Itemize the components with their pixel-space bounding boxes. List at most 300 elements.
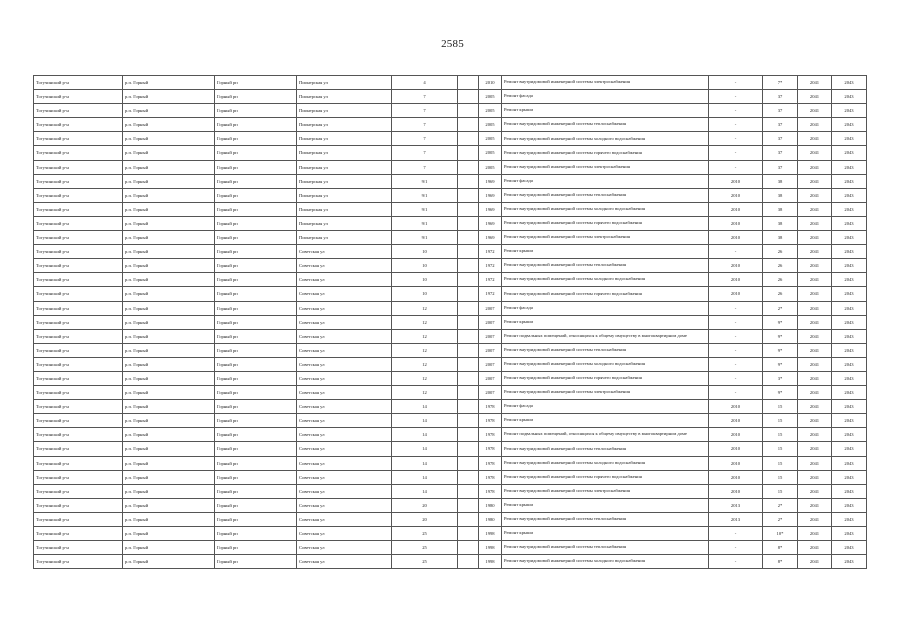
cell-last-repair-year: 2010 <box>709 188 763 202</box>
cell-district: Тогучинский р-н <box>34 188 123 202</box>
cell-plan-start-year: 2041 <box>798 329 832 343</box>
cell-building-letter <box>458 456 479 470</box>
cell-wear-percent: 37 <box>763 132 798 146</box>
cell-wear-percent: 2* <box>763 301 798 315</box>
cell-settlement: р.п. Горный <box>123 498 215 512</box>
cell-house-number: 14 <box>392 428 458 442</box>
cell-wear-percent: 37 <box>763 146 798 160</box>
cell-year-built: 1978 <box>479 414 502 428</box>
cell-street: Советская ул <box>297 259 392 273</box>
table-row <box>34 287 867 301</box>
cell-plan-end-year: 2043 <box>832 442 867 456</box>
cell-district: Тогучинский р-н <box>34 414 123 428</box>
cell-year-built: 2005 <box>479 146 502 160</box>
cell-plan-start-year: 2041 <box>798 428 832 442</box>
cell-settlement: р.п. Горный <box>123 414 215 428</box>
cell-work-type: Ремонт внутридомовой инженерной системы горячего водоснабжения <box>502 371 709 385</box>
cell-wear-percent: 15 <box>763 400 798 414</box>
cell-building-letter <box>458 231 479 245</box>
cell-last-repair-year: 2010 <box>709 259 763 273</box>
cell-district: Тогучинский р-н <box>34 456 123 470</box>
cell-year-built: 2005 <box>479 132 502 146</box>
table-row <box>34 301 867 315</box>
cell-house-number: 14 <box>392 414 458 428</box>
cell-street: Советская ул <box>297 400 392 414</box>
cell-settlement: р.п. Горный <box>123 90 215 104</box>
page-number: 2585 <box>441 38 464 50</box>
cell-last-repair-year: 2010 <box>709 428 763 442</box>
cell-work-type: Ремонт внутридомовой инженерной системы горячего водоснабжения <box>502 216 709 230</box>
cell-building-letter <box>458 174 479 188</box>
cell-wear-percent: 38 <box>763 231 798 245</box>
cell-house-number: 9/1 <box>392 202 458 216</box>
cell-plan-end-year: 2043 <box>832 357 867 371</box>
cell-plan-start-year: 2041 <box>798 287 832 301</box>
cell-district: Тогучинский р-н <box>34 216 123 230</box>
cell-work-type: Ремонт внутридомовой инженерной системы электроснабжения <box>502 386 709 400</box>
cell-plan-start-year: 2041 <box>798 315 832 329</box>
table-row <box>34 90 867 104</box>
cell-plan-end-year: 2043 <box>832 146 867 160</box>
table-row <box>34 442 867 456</box>
cell-wear-percent: 8* <box>763 541 798 555</box>
cell-wear-percent: 37 <box>763 118 798 132</box>
cell-house-number: 10 <box>392 273 458 287</box>
cell-settlement: р.п. Горный <box>123 428 215 442</box>
cell-locality: Горный рп <box>215 442 297 456</box>
cell-settlement: р.п. Горный <box>123 202 215 216</box>
cell-year-built: 2010 <box>479 76 502 90</box>
cell-year-built: 1998 <box>479 555 502 569</box>
cell-locality: Горный рп <box>215 555 297 569</box>
cell-wear-percent: 15 <box>763 428 798 442</box>
cell-locality: Горный рп <box>215 259 297 273</box>
cell-wear-percent: 10* <box>763 527 798 541</box>
cell-work-type: Ремонт подвальных помещений, относящихся к общему имуществу в многоквартирном доме <box>502 428 709 442</box>
cell-building-letter <box>458 555 479 569</box>
cell-plan-start-year: 2041 <box>798 76 832 90</box>
table-row <box>34 146 867 160</box>
cell-house-number: 10 <box>392 287 458 301</box>
cell-year-built: 1972 <box>479 273 502 287</box>
cell-year-built: 1998 <box>479 541 502 555</box>
cell-work-type: Ремонт фасада <box>502 400 709 414</box>
cell-locality: Горный рп <box>215 357 297 371</box>
cell-plan-end-year: 2043 <box>832 76 867 90</box>
cell-plan-end-year: 2043 <box>832 428 867 442</box>
cell-plan-end-year: 2043 <box>832 301 867 315</box>
cell-plan-end-year: 2043 <box>832 132 867 146</box>
cell-work-type: Ремонт внутридомовой инженерной системы холодного водоснабжения <box>502 132 709 146</box>
cell-building-letter <box>458 386 479 400</box>
cell-district: Тогучинский р-н <box>34 315 123 329</box>
cell-year-built: 2005 <box>479 160 502 174</box>
cell-last-repair-year: 2010 <box>709 273 763 287</box>
cell-wear-percent: 37 <box>763 160 798 174</box>
cell-house-number: 12 <box>392 315 458 329</box>
cell-district: Тогучинский р-н <box>34 512 123 526</box>
cell-work-type: Ремонт крыши <box>502 498 709 512</box>
cell-plan-start-year: 2041 <box>798 245 832 259</box>
table-row <box>34 245 867 259</box>
cell-building-letter <box>458 273 479 287</box>
cell-building-letter <box>458 118 479 132</box>
cell-street: Пионерская ул <box>297 174 392 188</box>
cell-wear-percent: 9* <box>763 329 798 343</box>
cell-house-number: 9/1 <box>392 188 458 202</box>
cell-wear-percent: 37 <box>763 90 798 104</box>
cell-plan-start-year: 2041 <box>798 400 832 414</box>
cell-plan-end-year: 2043 <box>832 484 867 498</box>
cell-district: Тогучинский р-н <box>34 104 123 118</box>
cell-district: Тогучинский р-н <box>34 343 123 357</box>
cell-wear-percent: 15 <box>763 470 798 484</box>
cell-wear-percent: 7* <box>763 76 798 90</box>
cell-locality: Горный рп <box>215 527 297 541</box>
table-row <box>34 216 867 230</box>
cell-locality: Горный рп <box>215 160 297 174</box>
cell-wear-percent: 2* <box>763 512 798 526</box>
cell-house-number: 7 <box>392 132 458 146</box>
cell-wear-percent: 15 <box>763 456 798 470</box>
cell-house-number: 14 <box>392 456 458 470</box>
cell-wear-percent: 26 <box>763 287 798 301</box>
cell-work-type: Ремонт внутридомовой инженерной системы теплоснабжения <box>502 118 709 132</box>
cell-street: Пионерская ул <box>297 216 392 230</box>
table-row <box>34 357 867 371</box>
table-row <box>34 160 867 174</box>
cell-plan-end-year: 2043 <box>832 188 867 202</box>
cell-district: Тогучинский р-н <box>34 541 123 555</box>
cell-locality: Горный рп <box>215 202 297 216</box>
cell-year-built: 1972 <box>479 287 502 301</box>
cell-district: Тогучинский р-н <box>34 329 123 343</box>
cell-street: Пионерская ул <box>297 90 392 104</box>
cell-work-type: Ремонт фасада <box>502 301 709 315</box>
cell-locality: Горный рп <box>215 174 297 188</box>
cell-wear-percent: 9* <box>763 343 798 357</box>
cell-district: Тогучинский р-н <box>34 555 123 569</box>
cell-house-number: 12 <box>392 371 458 385</box>
cell-wear-percent: 38 <box>763 188 798 202</box>
cell-settlement: р.п. Горный <box>123 118 215 132</box>
cell-building-letter <box>458 512 479 526</box>
cell-settlement: р.п. Горный <box>123 216 215 230</box>
cell-work-type: Ремонт внутридомовой инженерной системы горячего водоснабжения <box>502 146 709 160</box>
cell-year-built: 1978 <box>479 456 502 470</box>
cell-building-letter <box>458 357 479 371</box>
cell-district: Тогучинский р-н <box>34 202 123 216</box>
cell-year-built: 2005 <box>479 104 502 118</box>
cell-year-built: 2007 <box>479 329 502 343</box>
cell-work-type: Ремонт внутридомовой инженерной системы теплоснабжения <box>502 442 709 456</box>
cell-work-type: Ремонт крыши <box>502 315 709 329</box>
table-row <box>34 484 867 498</box>
cell-wear-percent: 26 <box>763 245 798 259</box>
cell-settlement: р.п. Горный <box>123 146 215 160</box>
cell-settlement: р.п. Горный <box>123 273 215 287</box>
cell-work-type: Ремонт фасада <box>502 90 709 104</box>
cell-wear-percent: 37 <box>763 104 798 118</box>
cell-plan-start-year: 2041 <box>798 555 832 569</box>
cell-year-built: 1969 <box>479 202 502 216</box>
cell-last-repair-year: - <box>709 329 763 343</box>
cell-plan-start-year: 2041 <box>798 512 832 526</box>
cell-street: Советская ул <box>297 245 392 259</box>
cell-last-repair-year: 2010 <box>709 231 763 245</box>
table-row <box>34 329 867 343</box>
cell-house-number: 12 <box>392 301 458 315</box>
cell-building-letter <box>458 287 479 301</box>
cell-house-number: 9/1 <box>392 231 458 245</box>
cell-plan-start-year: 2041 <box>798 259 832 273</box>
repair-schedule-table <box>33 75 867 569</box>
cell-plan-end-year: 2043 <box>832 160 867 174</box>
cell-last-repair-year: - <box>709 146 763 160</box>
cell-district: Тогучинский р-н <box>34 245 123 259</box>
cell-plan-end-year: 2043 <box>832 287 867 301</box>
cell-house-number: 12 <box>392 329 458 343</box>
table-row <box>34 132 867 146</box>
cell-last-repair-year: - <box>709 76 763 90</box>
cell-year-built: 2005 <box>479 118 502 132</box>
cell-wear-percent: 15 <box>763 442 798 456</box>
cell-plan-start-year: 2041 <box>798 527 832 541</box>
cell-work-type: Ремонт фасада <box>502 174 709 188</box>
cell-last-repair-year: - <box>709 541 763 555</box>
cell-locality: Горный рп <box>215 400 297 414</box>
cell-year-built: 2007 <box>479 386 502 400</box>
cell-house-number: 12 <box>392 357 458 371</box>
cell-work-type: Ремонт внутридомовой инженерной системы холодного водоснабжения <box>502 202 709 216</box>
cell-locality: Горный рп <box>215 371 297 385</box>
cell-work-type: Ремонт внутридомовой инженерной системы холодного водоснабжения <box>502 357 709 371</box>
table-row <box>34 498 867 512</box>
cell-street: Пионерская ул <box>297 146 392 160</box>
cell-plan-end-year: 2043 <box>832 470 867 484</box>
cell-year-built: 1972 <box>479 245 502 259</box>
cell-district: Тогучинский р-н <box>34 76 123 90</box>
cell-plan-start-year: 2041 <box>798 231 832 245</box>
cell-last-repair-year: - <box>709 315 763 329</box>
cell-locality: Горный рп <box>215 541 297 555</box>
cell-house-number: 12 <box>392 386 458 400</box>
cell-settlement: р.п. Горный <box>123 188 215 202</box>
cell-street: Пионерская ул <box>297 160 392 174</box>
cell-locality: Горный рп <box>215 386 297 400</box>
cell-locality: Горный рп <box>215 456 297 470</box>
cell-last-repair-year: - <box>709 555 763 569</box>
cell-plan-start-year: 2041 <box>798 498 832 512</box>
cell-building-letter <box>458 414 479 428</box>
cell-wear-percent: 26 <box>763 259 798 273</box>
table-row <box>34 273 867 287</box>
cell-work-type: Ремонт внутридомовой инженерной системы горячего водоснабжения <box>502 470 709 484</box>
cell-plan-start-year: 2041 <box>798 414 832 428</box>
table-row <box>34 371 867 385</box>
cell-last-repair-year: - <box>709 343 763 357</box>
cell-work-type: Ремонт внутридомовой инженерной системы теплоснабжения <box>502 512 709 526</box>
cell-house-number: 9/1 <box>392 216 458 230</box>
table-row <box>34 76 867 90</box>
cell-last-repair-year: 2013 <box>709 512 763 526</box>
cell-settlement: р.п. Горный <box>123 315 215 329</box>
cell-district: Тогучинский р-н <box>34 527 123 541</box>
cell-work-type: Ремонт крыши <box>502 104 709 118</box>
cell-last-repair-year: - <box>709 371 763 385</box>
cell-street: Советская ул <box>297 301 392 315</box>
cell-settlement: р.п. Горный <box>123 76 215 90</box>
cell-street: Советская ул <box>297 428 392 442</box>
table-row <box>34 527 867 541</box>
cell-wear-percent: 9* <box>763 386 798 400</box>
cell-settlement: р.п. Горный <box>123 104 215 118</box>
table-row <box>34 428 867 442</box>
cell-plan-end-year: 2043 <box>832 400 867 414</box>
cell-street: Пионерская ул <box>297 118 392 132</box>
cell-street: Советская ул <box>297 329 392 343</box>
table-row <box>34 343 867 357</box>
cell-last-repair-year: 2010 <box>709 216 763 230</box>
cell-street: Советская ул <box>297 442 392 456</box>
cell-locality: Горный рп <box>215 287 297 301</box>
cell-building-letter <box>458 245 479 259</box>
cell-last-repair-year: 2010 <box>709 287 763 301</box>
cell-street: Советская ул <box>297 343 392 357</box>
cell-plan-end-year: 2043 <box>832 259 867 273</box>
cell-building-letter <box>458 428 479 442</box>
cell-plan-start-year: 2041 <box>798 371 832 385</box>
cell-plan-start-year: 2041 <box>798 484 832 498</box>
cell-settlement: р.п. Горный <box>123 357 215 371</box>
cell-street: Советская ул <box>297 470 392 484</box>
cell-district: Тогучинский р-н <box>34 90 123 104</box>
cell-house-number: 9/1 <box>392 174 458 188</box>
cell-district: Тогучинский р-н <box>34 287 123 301</box>
cell-house-number: 20 <box>392 498 458 512</box>
cell-street: Советская ул <box>297 512 392 526</box>
cell-settlement: р.п. Горный <box>123 527 215 541</box>
cell-year-built: 2007 <box>479 371 502 385</box>
cell-house-number: 25 <box>392 527 458 541</box>
cell-building-letter <box>458 541 479 555</box>
cell-district: Тогучинский р-н <box>34 174 123 188</box>
cell-house-number: 25 <box>392 555 458 569</box>
cell-street: Советская ул <box>297 498 392 512</box>
cell-district: Тогучинский р-н <box>34 428 123 442</box>
table-row <box>34 174 867 188</box>
cell-wear-percent: 9* <box>763 357 798 371</box>
cell-locality: Горный рп <box>215 512 297 526</box>
cell-settlement: р.п. Горный <box>123 231 215 245</box>
cell-house-number: 14 <box>392 484 458 498</box>
cell-plan-end-year: 2043 <box>832 245 867 259</box>
cell-wear-percent: 38 <box>763 174 798 188</box>
cell-wear-percent: 26 <box>763 273 798 287</box>
cell-last-repair-year: - <box>709 527 763 541</box>
cell-work-type: Ремонт внутридомовой инженерной системы холодного водоснабжения <box>502 456 709 470</box>
cell-house-number: 14 <box>392 400 458 414</box>
cell-year-built: 1978 <box>479 428 502 442</box>
cell-year-built: 1998 <box>479 527 502 541</box>
cell-wear-percent: 15 <box>763 414 798 428</box>
cell-plan-end-year: 2043 <box>832 90 867 104</box>
cell-year-built: 2005 <box>479 90 502 104</box>
cell-settlement: р.п. Горный <box>123 386 215 400</box>
cell-work-type: Ремонт внутридомовой инженерной системы холодного водоснабжения <box>502 555 709 569</box>
cell-building-letter <box>458 301 479 315</box>
cell-building-letter <box>458 160 479 174</box>
cell-building-letter <box>458 132 479 146</box>
cell-locality: Горный рп <box>215 118 297 132</box>
cell-last-repair-year: - <box>709 90 763 104</box>
cell-locality: Горный рп <box>215 498 297 512</box>
cell-plan-end-year: 2043 <box>832 414 867 428</box>
cell-locality: Горный рп <box>215 245 297 259</box>
cell-plan-end-year: 2043 <box>832 231 867 245</box>
cell-plan-start-year: 2041 <box>798 202 832 216</box>
cell-plan-start-year: 2041 <box>798 132 832 146</box>
cell-plan-start-year: 2041 <box>798 470 832 484</box>
cell-work-type: Ремонт внутридомовой инженерной системы горячего водоснабжения <box>502 287 709 301</box>
cell-year-built: 2007 <box>479 315 502 329</box>
table-row <box>34 555 867 569</box>
cell-street: Советская ул <box>297 371 392 385</box>
cell-building-letter <box>458 104 479 118</box>
cell-locality: Горный рп <box>215 315 297 329</box>
cell-work-type: Ремонт внутридомовой инженерной системы электроснабжения <box>502 160 709 174</box>
cell-plan-end-year: 2043 <box>832 174 867 188</box>
table-row <box>34 104 867 118</box>
cell-district: Тогучинский р-н <box>34 484 123 498</box>
cell-last-repair-year: 2010 <box>709 470 763 484</box>
cell-work-type: Ремонт внутридомовой инженерной системы теплоснабжения <box>502 188 709 202</box>
cell-district: Тогучинский р-н <box>34 371 123 385</box>
cell-street: Советская ул <box>297 287 392 301</box>
cell-street: Советская ул <box>297 527 392 541</box>
cell-locality: Горный рп <box>215 428 297 442</box>
cell-plan-start-year: 2041 <box>798 456 832 470</box>
cell-last-repair-year: - <box>709 357 763 371</box>
cell-plan-end-year: 2043 <box>832 329 867 343</box>
cell-work-type: Ремонт внутридомовой инженерной системы холодного водоснабжения <box>502 273 709 287</box>
cell-building-letter <box>458 527 479 541</box>
cell-year-built: 1969 <box>479 231 502 245</box>
cell-year-built: 2007 <box>479 301 502 315</box>
cell-street: Пионерская ул <box>297 76 392 90</box>
cell-settlement: р.п. Горный <box>123 343 215 357</box>
cell-street: Пионерская ул <box>297 104 392 118</box>
cell-plan-start-year: 2041 <box>798 442 832 456</box>
cell-building-letter <box>458 442 479 456</box>
cell-settlement: р.п. Горный <box>123 329 215 343</box>
table-row <box>34 231 867 245</box>
cell-settlement: р.п. Горный <box>123 245 215 259</box>
cell-street: Советская ул <box>297 555 392 569</box>
cell-plan-end-year: 2043 <box>832 386 867 400</box>
cell-settlement: р.п. Горный <box>123 484 215 498</box>
cell-street: Пионерская ул <box>297 132 392 146</box>
cell-settlement: р.п. Горный <box>123 301 215 315</box>
cell-last-repair-year: - <box>709 118 763 132</box>
cell-locality: Горный рп <box>215 216 297 230</box>
cell-work-type: Ремонт подвальных помещений, относящихся к общему имуществу в многоквартирном доме <box>502 329 709 343</box>
cell-building-letter <box>458 371 479 385</box>
table-row <box>34 456 867 470</box>
table-row <box>34 202 867 216</box>
cell-street: Советская ул <box>297 357 392 371</box>
cell-wear-percent: 38 <box>763 216 798 230</box>
